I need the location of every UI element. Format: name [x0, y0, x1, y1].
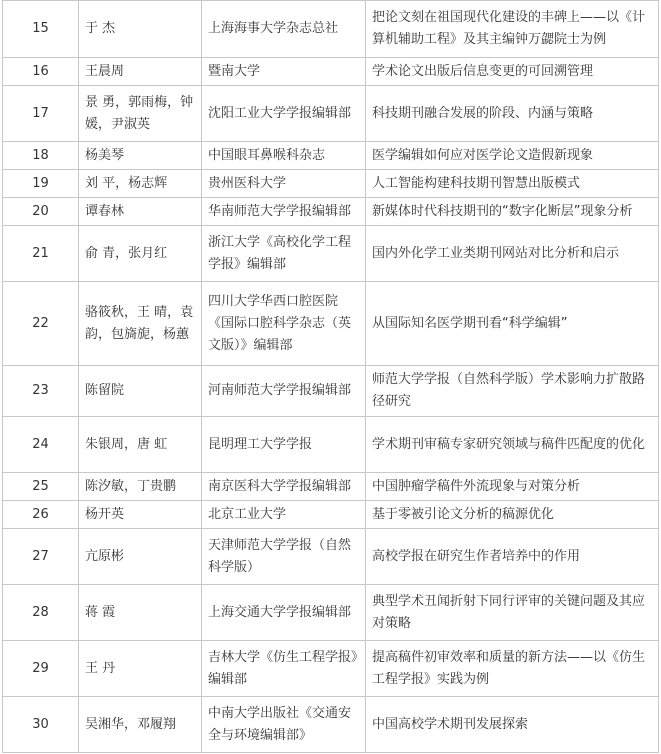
- table-row: [3, 366, 659, 417]
- row-number: 25: [3, 473, 79, 501]
- unit-cell: 上海海事大学杂志总社: [202, 1, 366, 58]
- unit-cell: 北京工业大学: [202, 501, 366, 529]
- row-number: 27: [3, 529, 79, 585]
- title-cell: 从国际知名医学期刊看“科学编辑”: [366, 282, 659, 366]
- table-row: [3, 198, 659, 226]
- author-cell: 于 杰: [79, 1, 202, 58]
- title-cell: 典型学术丑闻折射下同行评审的关键问题及其应对策略: [366, 585, 659, 641]
- unit-cell: 华南师范大学学报编辑部: [202, 198, 366, 226]
- row-number: 24: [3, 417, 79, 473]
- title-cell: 人工智能构建科技期刊智慧出版模式: [366, 170, 659, 198]
- table-row: [3, 86, 659, 142]
- title-cell: 医学编辑如何应对医学论文造假新现象: [366, 142, 659, 170]
- author-cell: 蒋 霞: [79, 585, 202, 641]
- table-row: [3, 417, 659, 473]
- row-number: 21: [3, 226, 79, 282]
- unit-cell: 南京医科大学学报编辑部: [202, 473, 366, 501]
- author-cell: 俞 青，张月红: [79, 226, 202, 282]
- table-row: [3, 501, 659, 529]
- unit-cell: 沈阳工业大学学报编辑部: [202, 86, 366, 142]
- author-cell: 景 勇，郭雨梅，钟 媛，尹淑英: [79, 86, 202, 142]
- author-cell: 骆筱秋，王 晴，袁 韵，包旖旎，杨蕙: [79, 282, 202, 366]
- unit-cell: 天津师范大学学报（自然科学版）: [202, 529, 366, 585]
- title-cell: 学术论文出版后信息变更的可回溯管理: [366, 58, 659, 86]
- row-number: 18: [3, 142, 79, 170]
- unit-cell: 吉林大学《仿生工程学报》编辑部: [202, 641, 366, 697]
- title-cell: 中国高校学术期刊发展探索: [366, 697, 659, 753]
- unit-cell: 四川大学华西口腔医院《国际口腔科学杂志（英文版）》编辑部: [202, 282, 366, 366]
- table-row: [3, 697, 659, 753]
- table-row: [3, 58, 659, 86]
- table-row: [3, 282, 659, 366]
- author-cell: 王 丹: [79, 641, 202, 697]
- unit-cell: 河南师范大学学报编辑部: [202, 366, 366, 417]
- author-cell: 杨开英: [79, 501, 202, 529]
- unit-cell: 上海交通大学学报编辑部: [202, 585, 366, 641]
- author-cell: 刘 平，杨志辉: [79, 170, 202, 198]
- table-row: [3, 142, 659, 170]
- title-cell: 高校学报在研究生作者培养中的作用: [366, 529, 659, 585]
- unit-cell: 中南大学出版社《交通安全与环境编辑部》: [202, 697, 366, 753]
- row-number: 23: [3, 366, 79, 417]
- table-body: [3, 1, 659, 753]
- row-number: 22: [3, 282, 79, 366]
- table-row: [3, 473, 659, 501]
- author-cell: 陈留院: [79, 366, 202, 417]
- unit-cell: 浙江大学《高校化学工程学报》编辑部: [202, 226, 366, 282]
- unit-cell: 暨南大学: [202, 58, 366, 86]
- row-number: 19: [3, 170, 79, 198]
- author-cell: 吴湘华，邓履翔: [79, 697, 202, 753]
- table-row: [3, 1, 659, 58]
- row-number: 16: [3, 58, 79, 86]
- table-row: [3, 585, 659, 641]
- title-cell: 提高稿件初审效率和质量的新方法——以《仿生工程学报》实践为例: [366, 641, 659, 697]
- title-cell: 基于零被引论文分析的稿源优化: [366, 501, 659, 529]
- author-cell: 杨美琴: [79, 142, 202, 170]
- table-row: [3, 641, 659, 697]
- table-row: [3, 226, 659, 282]
- row-number: 17: [3, 86, 79, 142]
- title-cell: 科技期刊融合发展的阶段、内涵与策略: [366, 86, 659, 142]
- row-number: 26: [3, 501, 79, 529]
- unit-cell: 昆明理工大学学报: [202, 417, 366, 473]
- author-cell: 亢原彬: [79, 529, 202, 585]
- title-cell: 把论文刻在祖国现代化建设的丰碑上——以《计算机辅助工程》及其主编钟万勰院士为例: [366, 1, 659, 58]
- table-row: [3, 170, 659, 198]
- author-cell: 陈汐敏，丁贵鹏: [79, 473, 202, 501]
- title-cell: 学术期刊审稿专家研究领域与稿件匹配度的优化: [366, 417, 659, 473]
- row-number: 15: [3, 1, 79, 58]
- unit-cell: 中国眼耳鼻喉科杂志: [202, 142, 366, 170]
- row-number: 30: [3, 697, 79, 753]
- paper-list-table: [2, 0, 659, 753]
- title-cell: 国内外化学工业类期刊网站对比分析和启示: [366, 226, 659, 282]
- author-cell: 谭春林: [79, 198, 202, 226]
- row-number: 29: [3, 641, 79, 697]
- title-cell: 新媒体时代科技期刊的“数字化断层”现象分析: [366, 198, 659, 226]
- author-cell: 朱银周，唐 虹: [79, 417, 202, 473]
- unit-cell: 贵州医科大学: [202, 170, 366, 198]
- row-number: 20: [3, 198, 79, 226]
- table-row: [3, 529, 659, 585]
- author-cell: 王晨周: [79, 58, 202, 86]
- title-cell: 师范大学学报（自然科学版）学术影响力扩散路径研究: [366, 366, 659, 417]
- row-number: 28: [3, 585, 79, 641]
- title-cell: 中国肿瘤学稿件外流现象与对策分析: [366, 473, 659, 501]
